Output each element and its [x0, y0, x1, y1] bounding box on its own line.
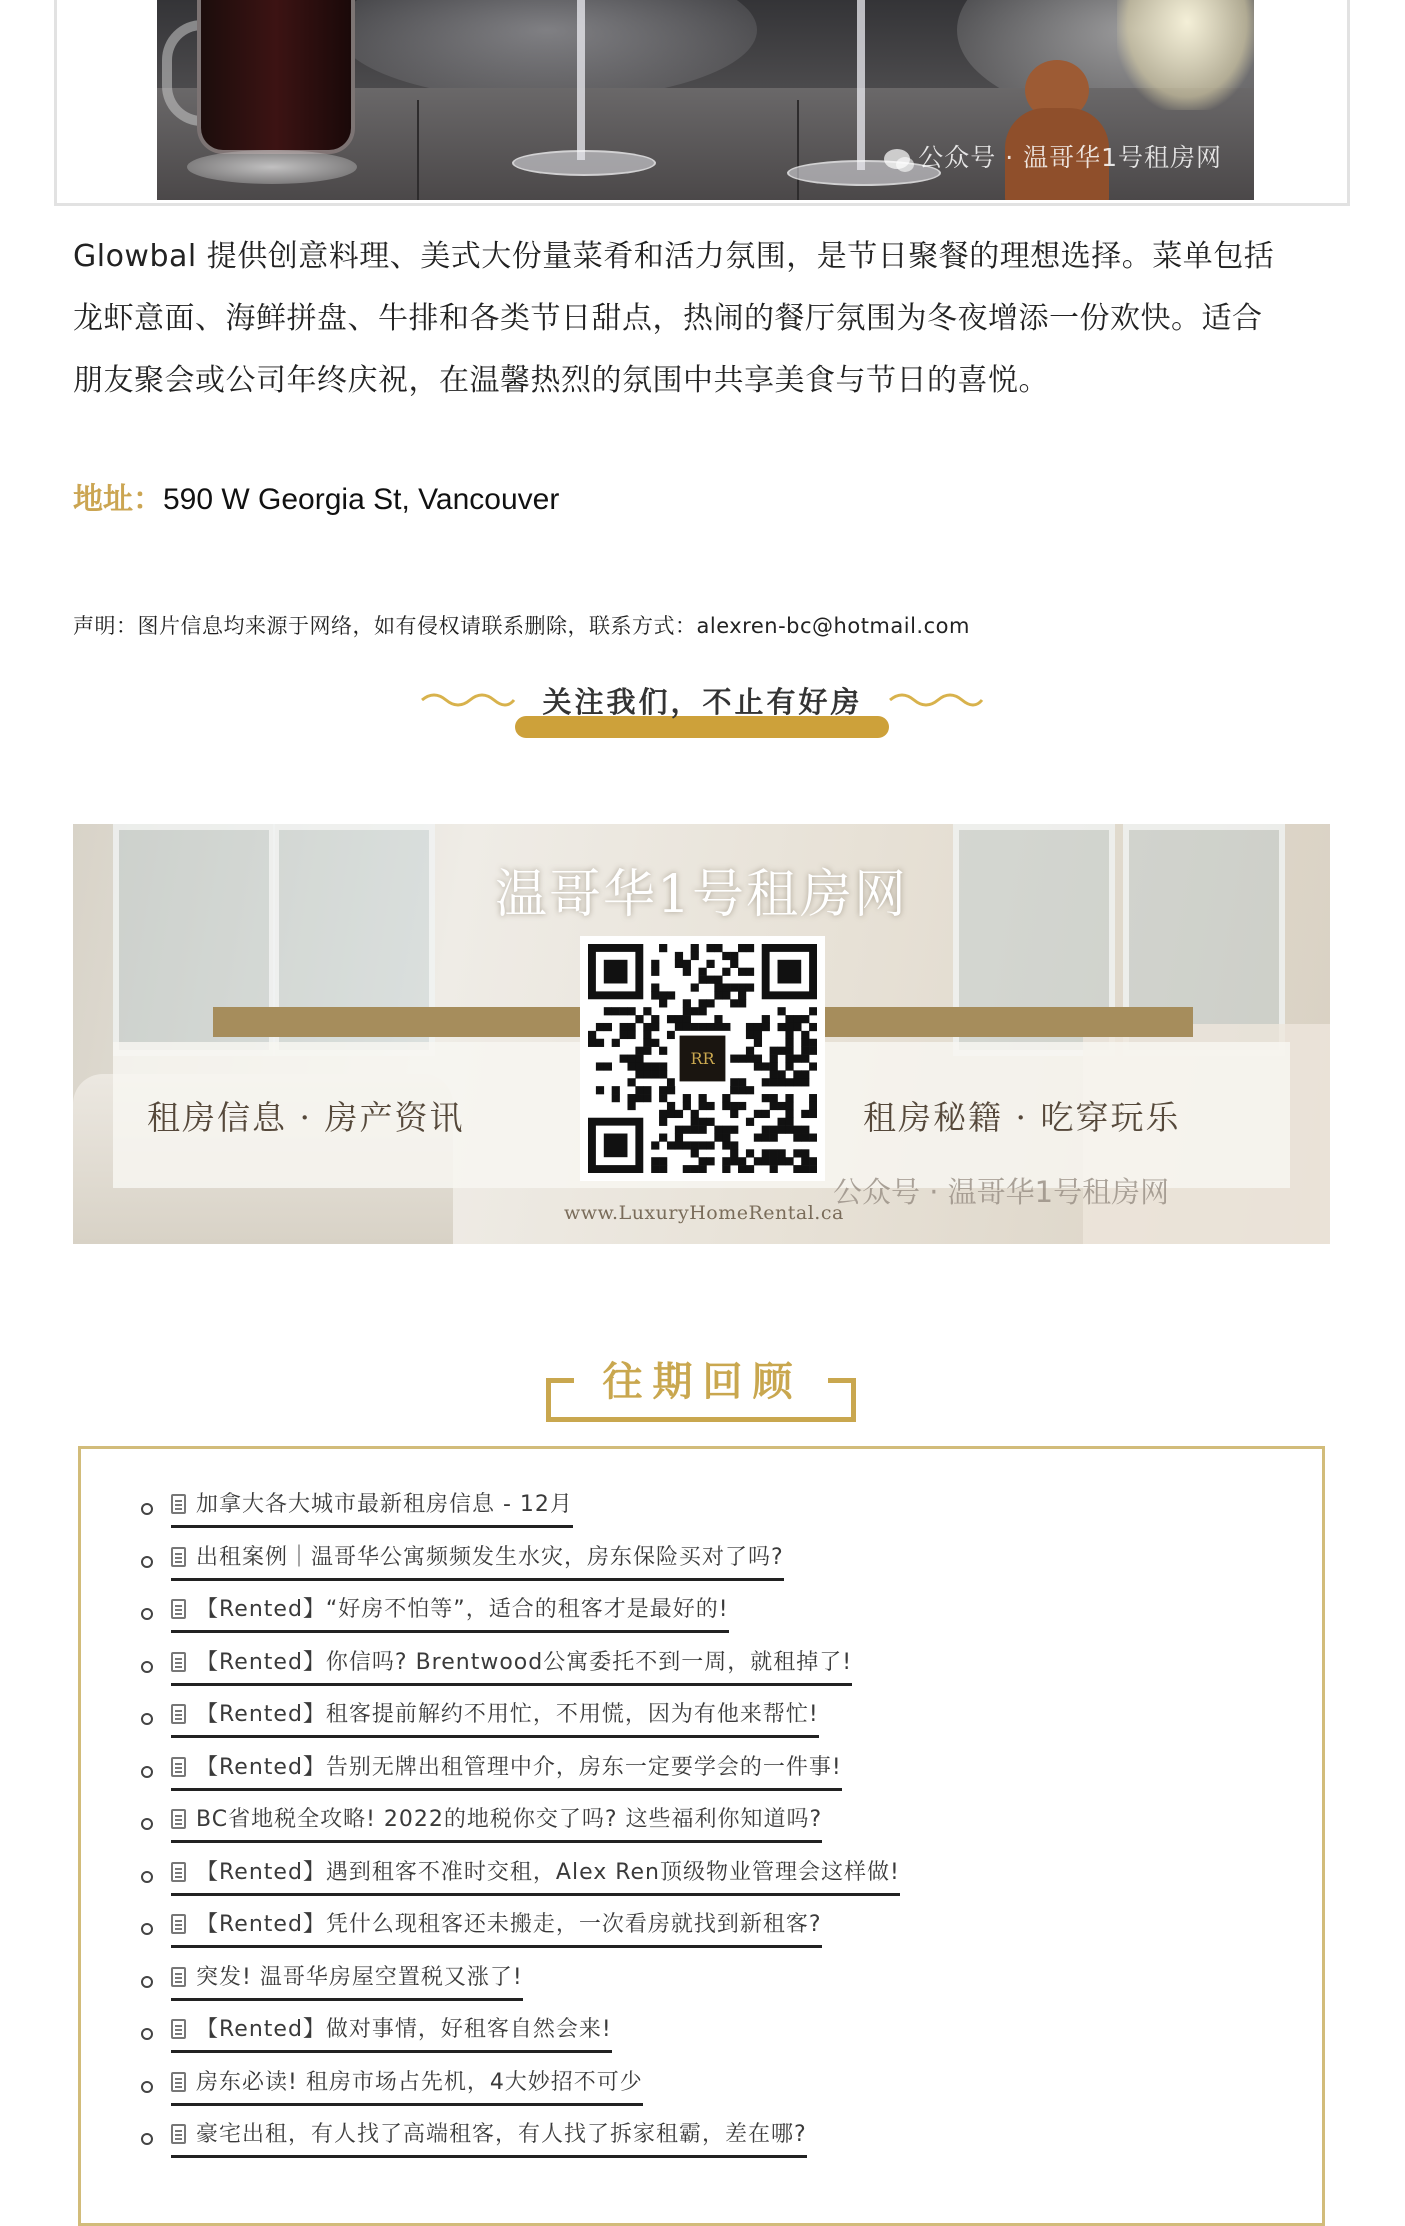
- bullet-icon: [141, 1871, 153, 1883]
- history-link-text: 【Rented】“好房不怕等”，适合的租客才是最好的!: [196, 1597, 729, 1622]
- history-link-text: 出租案例｜温哥华公寓频频发生水灾，房东保险买对了吗?: [196, 1544, 784, 1570]
- history-link-text: 【Rented】告别无牌出租管理中介，房东一定要学会的一件事!: [196, 1754, 842, 1780]
- bullet-icon: [141, 1923, 153, 1935]
- history-link-text: 突发! 温哥华房屋空置税又涨了!: [196, 1964, 523, 1990]
- bullet-icon: [141, 2081, 153, 2093]
- bullet-icon: [141, 1608, 153, 1620]
- coffee-mug: [197, 0, 355, 154]
- history-link[interactable]: [171, 2014, 612, 2053]
- bracket: [546, 1417, 856, 1422]
- bullet-icon: [141, 1661, 153, 1673]
- document-icon: [171, 1652, 186, 1672]
- history-list-item: [141, 1804, 900, 1857]
- history-link[interactable]: [171, 2119, 807, 2158]
- gingerbread-cookie: [997, 60, 1117, 200]
- history-link-text: 【Rented】凭什么现租客还未搬走，一次看房就找到新租客?: [196, 1912, 822, 1937]
- wechat-icon: [884, 149, 910, 169]
- address-line: [73, 476, 559, 524]
- promo-url[interactable]: www.LuxuryHomeRental.ca: [564, 1202, 844, 1224]
- history-link[interactable]: [171, 1489, 573, 1528]
- bullet-icon: [141, 2028, 153, 2040]
- promo-left-text: 租房信息 · 房产资讯: [147, 1098, 465, 1137]
- document-icon: [171, 1494, 186, 1514]
- copyright-notice: 声明：图片信息均来源于网络，如有侵权请联系删除，联系方式：alexren-bc@hotmail.com: [73, 614, 970, 638]
- history-link-text: 房东必读! 租房市场占先机，4大妙招不可少: [196, 2069, 643, 2095]
- promo-watermark: 公众号 · 温哥华1号租房网: [833, 1175, 1170, 1209]
- history-list-item: [141, 2119, 900, 2172]
- history-link[interactable]: [171, 1542, 784, 1581]
- document-icon: [171, 1862, 186, 1882]
- promo-banner[interactable]: [73, 824, 1330, 1244]
- history-list-item: [141, 1699, 900, 1752]
- desc-line: Glowbal 提供创意料理、美式大份量菜肴和活力氛围，是节日聚餐的理想选择。菜单包括: [73, 239, 1275, 274]
- history-link[interactable]: [171, 1594, 729, 1633]
- bullet-icon: [141, 1766, 153, 1778]
- document-icon: [171, 2124, 186, 2144]
- document-icon: [171, 1547, 186, 1567]
- history-link-text: 加拿大各大城市最新租房信息 - 12月: [196, 1492, 573, 1517]
- history-list-item: [141, 1647, 900, 1700]
- history-link[interactable]: [171, 1647, 852, 1686]
- history-link[interactable]: [171, 2067, 643, 2106]
- qr-code-icon: [588, 944, 817, 1173]
- history-list-item: [141, 1857, 900, 1910]
- history-title: 往期回顾: [602, 1359, 803, 1405]
- history-box: [78, 1446, 1325, 2226]
- glass-base: [512, 150, 656, 176]
- history-list-item: [141, 1489, 900, 1542]
- document-icon: [171, 2072, 186, 2092]
- bullet-icon: [141, 1818, 153, 1830]
- promo-right-text: 租房秘籍 · 吃穿玩乐: [863, 1098, 1181, 1137]
- photo-seam: [417, 100, 419, 200]
- desc-line: 朋友聚会或公司年终庆祝，在温馨热烈的氛围中共享美食与节日的喜悦。: [73, 363, 1049, 398]
- history-link-text: 豪宅出租，有人找了高端租客，有人找了拆家租霸，差在哪?: [196, 2122, 807, 2147]
- history-list-item: [141, 2067, 900, 2120]
- photo-seam: [797, 100, 799, 200]
- bullet-icon: [141, 2133, 153, 2145]
- history-list-item: [141, 1542, 900, 1595]
- history-list-item: [141, 1594, 900, 1647]
- bullet-icon: [141, 1503, 153, 1515]
- follow-banner: [0, 670, 1405, 750]
- wine-glass: [1117, 0, 1254, 110]
- address-label: 地址：: [73, 482, 163, 517]
- glass-stem: [577, 0, 585, 160]
- history-link[interactable]: [171, 1699, 819, 1738]
- document-icon: [171, 1757, 186, 1777]
- article-photo[interactable]: [157, 0, 1254, 200]
- desc-line: 龙虾意面、海鲜拼盘、牛排和各类节日甜点，热闹的餐厅氛围为冬夜增添一份欢快。适合: [73, 301, 1263, 336]
- history-list-item: [141, 1909, 900, 1962]
- qr-logo: RR: [690, 1049, 715, 1069]
- document-icon: [171, 1809, 186, 1829]
- history-link[interactable]: [171, 1909, 822, 1948]
- follow-text: 关注我们，不止有好房: [542, 685, 863, 719]
- document-icon: [171, 1704, 186, 1724]
- article-description: [73, 226, 1335, 412]
- history-list-item: [141, 2014, 900, 2067]
- history-list-item: [141, 1962, 900, 2015]
- wave-right-icon: [888, 688, 984, 712]
- photo-watermark: 公众号 · 温哥华1号租房网: [884, 138, 1222, 174]
- bullet-icon: [141, 1713, 153, 1725]
- history-link-text: 【Rented】做对事情，好租客自然会来!: [196, 2017, 612, 2042]
- document-icon: [171, 1914, 186, 1934]
- mug-base: [187, 150, 357, 184]
- promo-title: 温哥华1号租房网: [494, 865, 909, 925]
- history-header: [0, 1350, 1405, 1430]
- history-link[interactable]: [171, 1857, 900, 1896]
- document-icon: [171, 1967, 186, 1987]
- history-link-text: 【Rented】租客提前解约不用忙，不用慌，因为有他来帮忙!: [196, 1702, 819, 1727]
- history-link-text: BC省地税全攻略! 2022的地税你交了吗? 这些福利你知道吗?: [196, 1807, 823, 1832]
- history-list: [141, 1489, 900, 2172]
- history-link-text: 【Rented】你信吗? Brentwood公寓委托不到一周，就租掉了!: [196, 1649, 853, 1675]
- article-photo-frame: [54, 0, 1350, 206]
- bullet-icon: [141, 1556, 153, 1568]
- qr-code[interactable]: [580, 936, 825, 1181]
- history-link[interactable]: [171, 1752, 842, 1791]
- history-link[interactable]: [171, 1962, 523, 2001]
- history-list-item: [141, 1752, 900, 1805]
- bullet-icon: [141, 1976, 153, 1988]
- document-icon: [171, 2019, 186, 2039]
- glass-stem: [857, 0, 865, 170]
- photo-light: [337, 0, 757, 100]
- history-link-text: 【Rented】遇到租客不准时交租，Alex Ren顶级物业管理会这样做!: [196, 1859, 900, 1885]
- document-icon: [171, 1599, 186, 1619]
- address-value: 590 W Georgia St, Vancouver: [163, 483, 560, 516]
- history-link[interactable]: [171, 1804, 822, 1843]
